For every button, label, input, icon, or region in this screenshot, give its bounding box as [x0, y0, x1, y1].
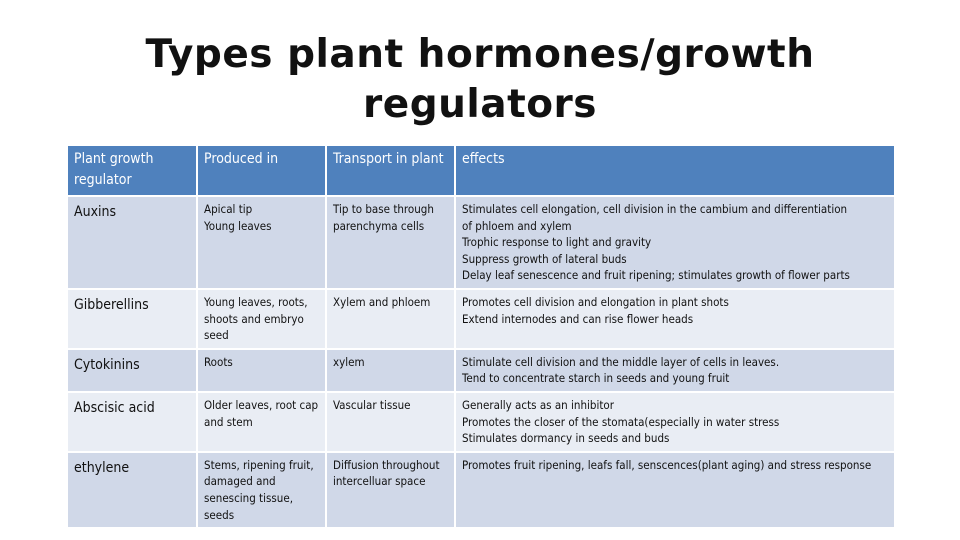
effects-cell [455, 289, 895, 349]
produced-in-line: Young leaves [204, 218, 272, 233]
produced-in-line: Roots [204, 354, 233, 369]
produced-in-line: Young leaves, roots, shoots and embryo seed [204, 294, 308, 343]
effect-line: Tend to concentrate starch in seeds and young fruit [462, 371, 730, 386]
transport-text: Diffusion throughout intercelluar space [333, 457, 440, 489]
regulator-cell: Cytokinins [67, 349, 197, 392]
produced-in-cell [197, 452, 326, 528]
produced-in-cell [197, 392, 326, 452]
header-produced-in: Produced in [197, 145, 326, 196]
title-line-2: regulators [363, 82, 597, 127]
effect-line: Generally acts as an inhibitor [462, 397, 614, 412]
effects-cell [455, 349, 895, 392]
transport-text: Vascular tissue [333, 397, 411, 412]
transport-cell [326, 392, 455, 452]
transport-cell [326, 289, 455, 349]
table-row [67, 452, 895, 528]
regulator-cell: ethylene [67, 452, 197, 528]
effect-line: Stimulate cell division and the middle layer of cells in leaves. [462, 354, 780, 369]
transport-text: Xylem and phloem [333, 294, 431, 309]
table-row [67, 349, 895, 392]
transport-cell [326, 196, 455, 289]
effect-line: Stimulates cell elongation, cell division in the cambium and differentiation [462, 202, 848, 216]
effects-cell [455, 196, 895, 289]
slide-title [120, 30, 840, 130]
regulator-cell: Gibberellins [67, 289, 197, 349]
effect-line: Trophic response to light and gravity [462, 235, 652, 250]
effect-line: Extend internodes and can rise flower heads [462, 311, 694, 326]
effect-line: Delay leaf senescence and fruit ripening; stimulates growth of flower parts [462, 268, 850, 283]
produced-in-cell [197, 289, 326, 349]
produced-in-cell [197, 196, 326, 289]
transport-text: xylem [333, 354, 365, 369]
header-effects: effects [455, 145, 895, 196]
effect-line: Stimulates dormancy in seeds and buds [462, 431, 670, 446]
regulator-cell: Abscisic acid [67, 392, 197, 452]
produced-in-cell [197, 349, 326, 392]
regulator-cell: Auxins [67, 196, 197, 289]
effect-line: Suppress growth of lateral buds [462, 251, 627, 266]
effects-cell [455, 452, 895, 528]
produced-in-line: Stems, ripening fruit, damaged and senescing tissue, seeds [204, 457, 314, 522]
effect-line: Promotes the closer of the stomata(especially in water stress [462, 414, 780, 429]
effects-cell [455, 392, 895, 452]
effect-line: of phloem and xylem [462, 218, 572, 233]
effect-line: Promotes fruit ripening, leafs fall, senscences(plant aging) and stress response [462, 457, 872, 472]
transport-cell [326, 452, 455, 528]
hormones-table [66, 144, 896, 529]
table-row [67, 289, 895, 349]
effect-line: Promotes cell division and elongation in plant shots [462, 294, 729, 309]
produced-in-line: Older leaves, root cap and stem [204, 397, 319, 429]
table-header-row [67, 145, 895, 196]
transport-text: Tip to base through parenchyma cells [333, 202, 434, 233]
transport-cell [326, 349, 455, 392]
table-row [67, 196, 895, 289]
header-transport: Transport in plant [326, 145, 455, 196]
title-line-1: Types plant hormones/growth [145, 32, 815, 77]
produced-in-line: Apical tip [204, 202, 253, 216]
table-row [67, 392, 895, 452]
header-regulator: Plant growth regulator [67, 145, 197, 196]
